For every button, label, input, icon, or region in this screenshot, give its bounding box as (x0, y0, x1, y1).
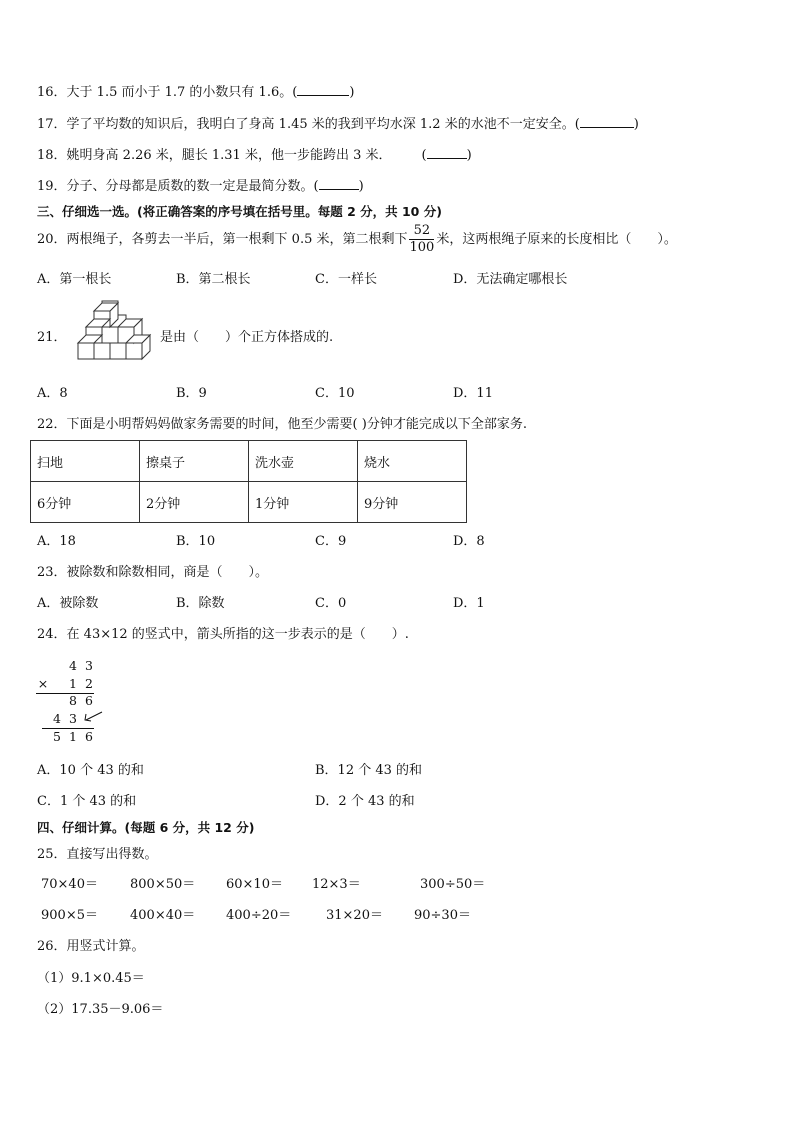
option-c[interactable]: C．10 (315, 386, 355, 401)
option-b[interactable]: B．除数 (176, 596, 225, 611)
option-a[interactable]: A．10 个 43 的和 (37, 763, 144, 778)
question-18 (37, 146, 472, 165)
answer-blank[interactable] (427, 146, 467, 159)
answer-blank[interactable] (580, 115, 634, 128)
table-cell: 1分钟 (249, 482, 358, 523)
option-c[interactable]: C．9 (315, 534, 347, 549)
option-b[interactable]: B．10 (176, 534, 216, 549)
digit: 6 (85, 729, 93, 744)
question-20 (37, 222, 677, 258)
question-26: 26．用竖式计算。 (37, 939, 145, 954)
calc-item: （2）17.35－9.06＝ (37, 1002, 164, 1017)
paren-close: ) (633, 117, 639, 132)
section-3-heading: 三、仔细选一选。(将正确答案的序号填在括号里。每题 2 分，共 10 分) (37, 204, 442, 219)
calc-item: （1）9.1×0.45＝ (37, 971, 145, 986)
digit: 4 (53, 711, 61, 726)
question-16-text: 16．大于 1.5 而小于 1.7 的小数只有 1.6。( (37, 85, 298, 100)
answer-blank[interactable] (319, 177, 359, 190)
question-20-text: 20．两根绳子，各剪去一半后，第一根剩下 0.5 米，第二根剩下 (37, 232, 408, 247)
calc-item: 400×40＝ (130, 908, 196, 923)
calc-item: 300÷50＝ (420, 877, 486, 892)
digit: 2 (85, 676, 93, 691)
paren-close: ) (466, 148, 472, 163)
option-d[interactable]: D．1 (453, 596, 485, 611)
option-d[interactable]: D．8 (453, 534, 485, 549)
calc-item: 900×5＝ (41, 908, 98, 923)
calc-item: 60×10＝ (226, 877, 283, 892)
option-c[interactable]: C．0 (315, 596, 347, 611)
table-row (31, 441, 467, 482)
calc-item: 400÷20＝ (226, 908, 292, 923)
fraction (409, 223, 434, 256)
digit: 1 (69, 729, 77, 744)
option-b[interactable]: B．12 个 43 的和 (315, 763, 423, 778)
section-4-heading: 四、仔细计算。(每题 6 分，共 12 分) (37, 820, 255, 835)
digit: 3 (69, 711, 77, 726)
digit: 3 (85, 658, 93, 673)
option-d[interactable]: D．2 个 43 的和 (315, 794, 415, 809)
question-21-text: 是由（ ）个正方体搭成的. (160, 330, 334, 345)
question-17-text: 17．学了平均数的知识后，我明白了身高 1.45 米的我到平均水深 1.2 米的水池不一定安全。( (37, 117, 580, 132)
table-header-cell: 烧水 (358, 441, 467, 482)
calc-item: 12×3＝ (312, 877, 361, 892)
table-row (31, 482, 467, 523)
table-header-cell: 扫地 (31, 441, 140, 482)
digit: 8 (69, 693, 77, 708)
fraction-numerator: 52 (409, 223, 434, 240)
option-a[interactable]: A．8 (37, 386, 68, 401)
multiply-sign: × (37, 676, 49, 691)
fraction-denominator: 100 (409, 240, 435, 255)
option-c[interactable]: C．一样长 (315, 272, 377, 287)
table-cell: 2分钟 (140, 482, 249, 523)
calc-item: 31×20＝ (326, 908, 383, 923)
question-18-text: 18．姚明身高 2.26 米，腿长 1.31 米，他一步能跨出 3 米． (37, 148, 392, 163)
calc-item: 800×50＝ (130, 877, 196, 892)
question-25: 25．直接写出得数。 (37, 847, 158, 862)
question-19-text: 19．分子、分母都是质数的数一定是最简分数。( (37, 179, 319, 194)
cube-stack-illustration (64, 297, 156, 365)
answer-blank[interactable] (297, 83, 349, 96)
option-b[interactable]: B．9 (176, 386, 207, 401)
question-23: 23．被除数和除数相同，商是（ ）。 (37, 565, 269, 580)
paren-close: ) (349, 85, 355, 100)
question-17 (37, 115, 639, 134)
table-cell: 6分钟 (31, 482, 140, 523)
question-16 (37, 83, 354, 102)
option-a[interactable]: A．被除数 (37, 596, 99, 611)
digit: 6 (85, 693, 93, 708)
option-a[interactable]: A．第一根长 (37, 272, 112, 287)
option-d[interactable]: D．11 (453, 386, 493, 401)
option-d[interactable]: D．无法确定哪根长 (453, 272, 568, 287)
option-b[interactable]: B．第二根长 (176, 272, 251, 287)
option-a[interactable]: A．18 (37, 534, 76, 549)
paren-close: ) (358, 179, 364, 194)
table-header-cell: 洗水壶 (249, 441, 358, 482)
question-24: 24．在 43×12 的竖式中，箭头所指的这一步表示的是（ ）. (37, 627, 409, 642)
digit: 5 (53, 729, 61, 744)
paren-open: ( (421, 148, 427, 163)
calc-item: 70×40＝ (41, 877, 98, 892)
question-20-text-after: 米，这两根绳子原来的长度相比（ ）。 (436, 232, 677, 247)
question-21-label: 21． (37, 330, 67, 345)
question-19 (37, 177, 364, 196)
table-cell: 9分钟 (358, 482, 467, 523)
table-header-cell: 擦桌子 (140, 441, 249, 482)
question-22: 22．下面是小明帮妈妈做家务需要的时间，他至少需要( )分钟才能完成以下全部家务. (37, 417, 527, 432)
arrow-icon (82, 710, 104, 724)
calc-item: 90÷30＝ (414, 908, 471, 923)
digit: 1 (69, 676, 77, 691)
digit: 4 (69, 658, 77, 673)
chores-table (30, 440, 467, 523)
option-c[interactable]: C．1 个 43 的和 (37, 794, 137, 809)
